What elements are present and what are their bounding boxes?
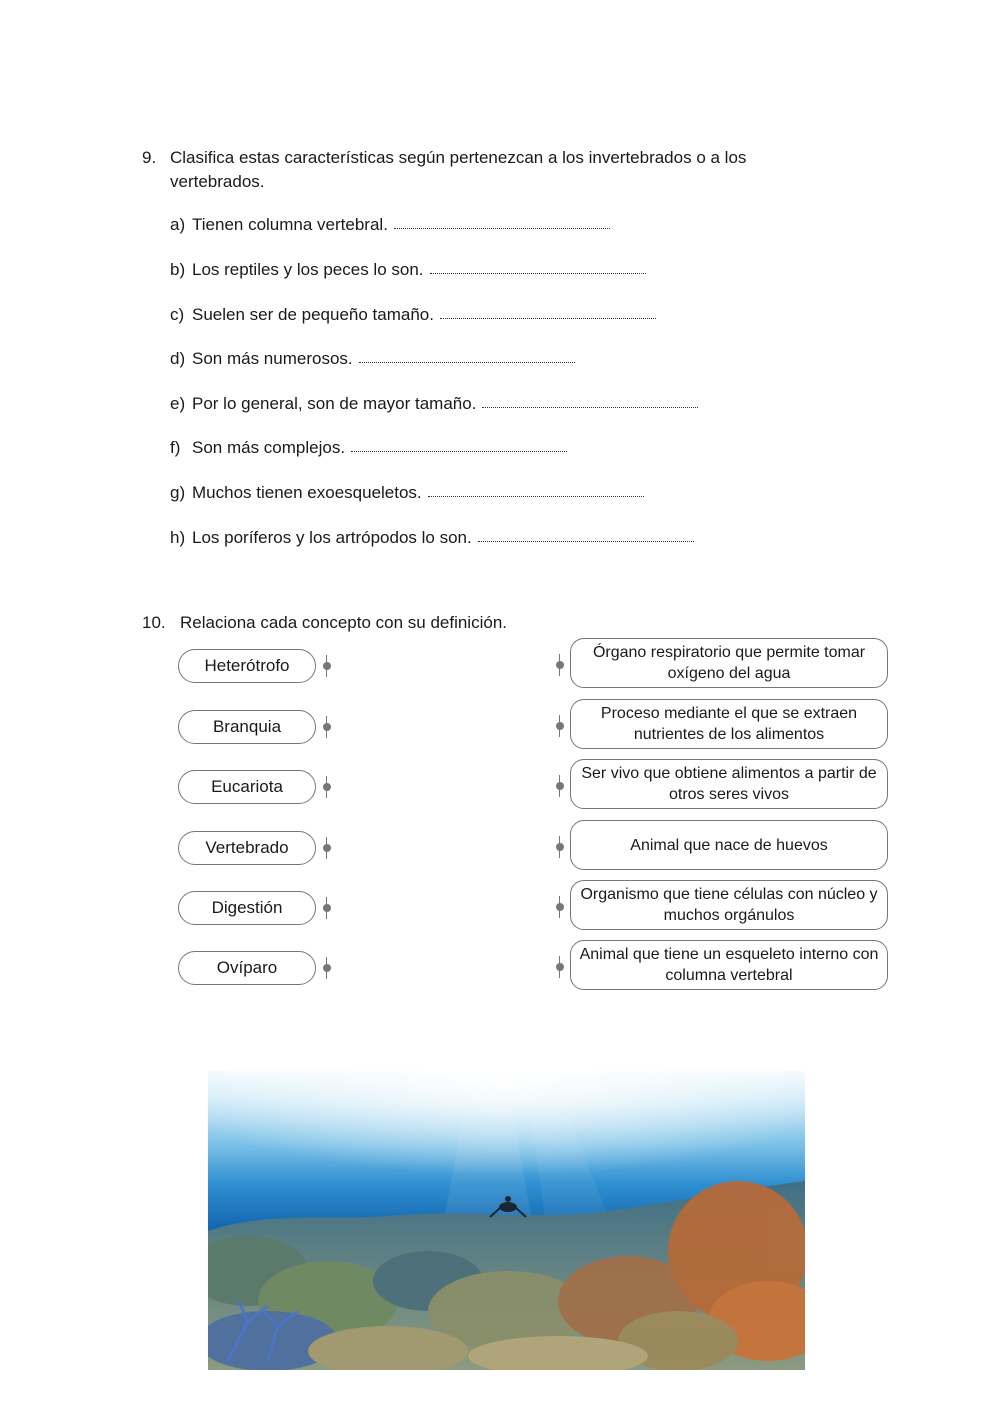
answer-line[interactable]	[359, 348, 575, 363]
item-text: Muchos tienen exoesqueletos.	[192, 483, 422, 502]
item-label: d)	[170, 349, 186, 368]
definition-esqueleto-interno[interactable]: Animal que tiene un esqueleto interno con columna vertebral	[570, 940, 888, 990]
definition-organo-respiratorio[interactable]: Órgano respiratorio que permite tomar oxígeno del agua	[570, 638, 888, 688]
coral-reef-photo	[208, 1071, 805, 1370]
question-prompt: Clasifica estas características según pertenezcan a los invertebrados o a los vertebrados.	[170, 148, 747, 191]
answer-line[interactable]	[478, 527, 694, 542]
classification-item-e	[170, 393, 698, 415]
item-text: Los poríferos y los artrópodos lo son.	[192, 528, 472, 547]
definition-animal-huevos[interactable]: Animal que nace de huevos	[570, 820, 888, 870]
coral-reef-illustration	[208, 1071, 805, 1370]
answer-line[interactable]	[428, 482, 644, 497]
question-9-heading	[142, 146, 822, 194]
item-label: e)	[170, 394, 186, 413]
definition-organismo-celulas[interactable]: Organismo que tiene células con núcleo y muchos orgánulos	[570, 880, 888, 930]
item-text: Los reptiles y los peces lo son.	[192, 260, 424, 279]
question-number: 9.	[142, 148, 157, 167]
concept-digestion[interactable]: Digestión	[178, 891, 316, 925]
question-number: 10.	[142, 613, 166, 632]
concept-branquia[interactable]: Branquia	[178, 710, 316, 744]
classification-item-b	[170, 259, 646, 281]
item-label: c)	[170, 305, 185, 324]
item-label: f)	[170, 438, 181, 457]
connector-dot-right[interactable]	[555, 715, 565, 737]
connector-dot-left[interactable]	[322, 837, 332, 859]
connector-dot-left[interactable]	[322, 957, 332, 979]
item-label: h)	[170, 528, 186, 547]
item-text: Tienen columna vertebral.	[192, 215, 388, 234]
item-text: Por lo general, son de mayor tamaño.	[192, 394, 477, 413]
answer-line[interactable]	[482, 393, 698, 408]
connector-dot-right[interactable]	[555, 896, 565, 918]
answer-line[interactable]	[440, 304, 656, 319]
concept-eucariota[interactable]: Eucariota	[178, 770, 316, 804]
item-text: Son más complejos.	[192, 438, 346, 457]
connector-dot-right[interactable]	[555, 836, 565, 858]
answer-line[interactable]	[351, 437, 567, 452]
connector-dot-right[interactable]	[555, 654, 565, 676]
item-label: a)	[170, 215, 186, 234]
item-text: Suelen ser de pequeño tamaño.	[192, 305, 434, 324]
concept-oviparo[interactable]: Ovíparo	[178, 951, 316, 985]
item-text: Son más numerosos.	[192, 349, 353, 368]
answer-line[interactable]	[394, 214, 610, 229]
concept-heterotrofo[interactable]: Heterótrofo	[178, 649, 316, 683]
connector-dot-left[interactable]	[322, 776, 332, 798]
classification-item-h	[170, 527, 694, 549]
definition-proceso-nutrientes[interactable]: Proceso mediante el que se extraen nutrientes de los alimentos	[570, 699, 888, 749]
item-label: b)	[170, 260, 186, 279]
classification-item-a	[170, 214, 610, 236]
connector-dot-left[interactable]	[322, 897, 332, 919]
concept-vertebrado[interactable]: Vertebrado	[178, 831, 316, 865]
definition-ser-vivo-alimentos[interactable]: Ser vivo que obtiene alimentos a partir de otros seres vivos	[570, 759, 888, 809]
connector-dot-right[interactable]	[555, 775, 565, 797]
connector-dot-right[interactable]	[555, 956, 565, 978]
answer-line[interactable]	[430, 259, 646, 274]
classification-item-f	[170, 437, 567, 459]
question-10-heading	[142, 612, 507, 634]
classification-item-d	[170, 348, 575, 370]
connector-dot-left[interactable]	[322, 655, 332, 677]
item-label: g)	[170, 483, 186, 502]
classification-item-g	[170, 482, 644, 504]
connector-dot-left[interactable]	[322, 716, 332, 738]
classification-item-c	[170, 304, 656, 326]
question-prompt: Relaciona cada concepto con su definición.	[180, 613, 507, 632]
